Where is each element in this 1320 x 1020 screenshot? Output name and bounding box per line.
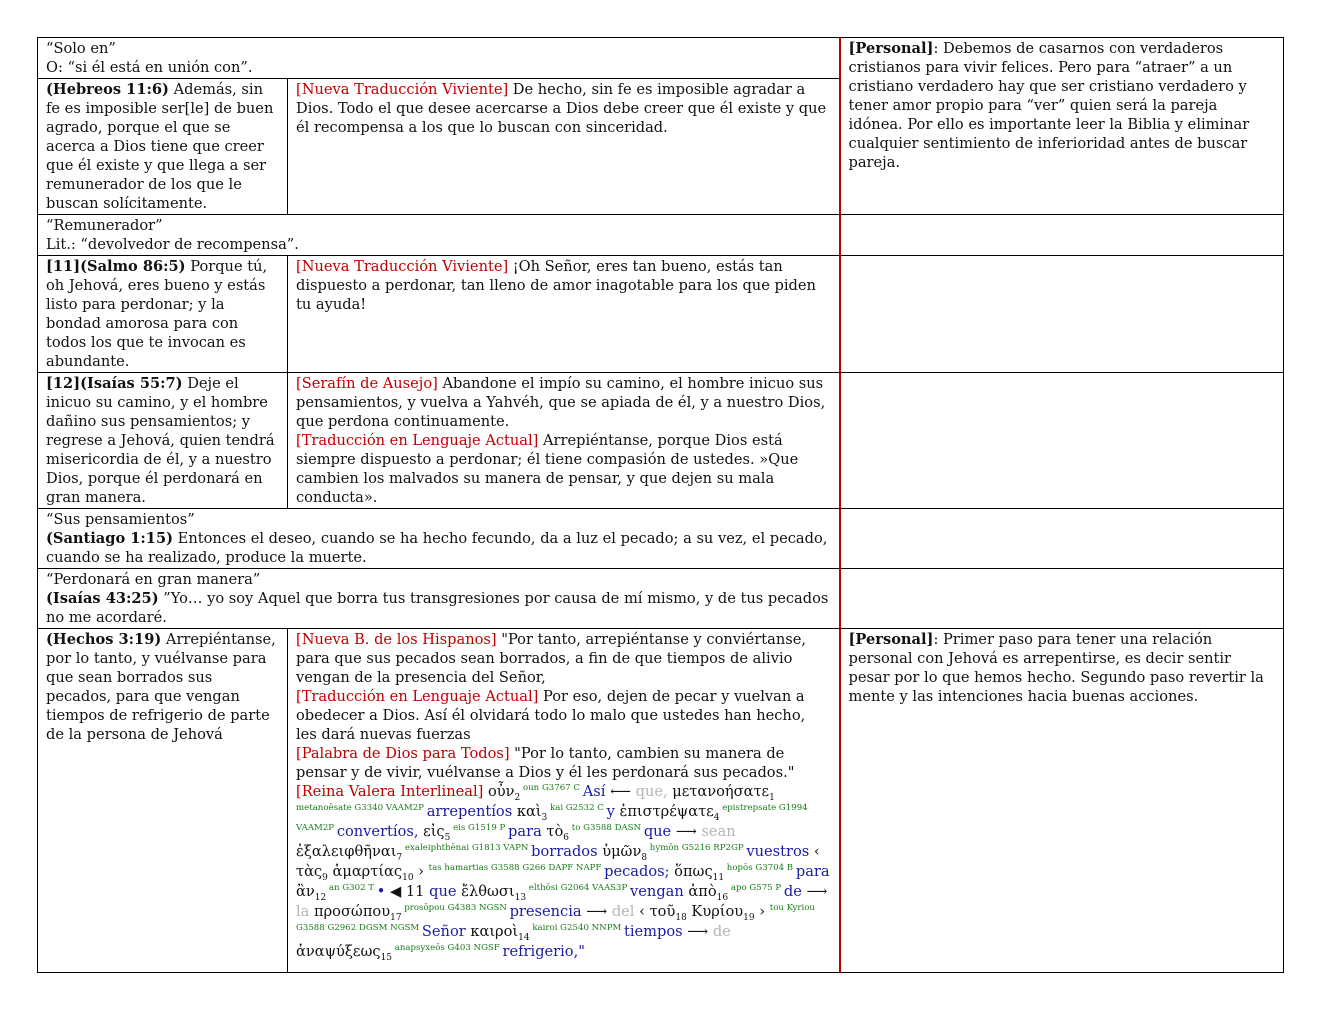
spanish-word: borrados <box>531 843 603 860</box>
note-title: “Perdonará en gran manera” <box>46 571 261 588</box>
table-row <box>38 38 1284 79</box>
personal-text: : Debemos de casarnos con verdaderos cristianos para vivir felices. Pero para “atraer” a un cristiano verdadero hay que ser cristiano verdadero y tener amor propio para “ver” quien será la pareja idónea. Por ello es importante leer la Biblia y eliminar cualquier sentimiento de inferioridad antes de buscar pareja. <box>848 40 1250 171</box>
implied-word: sean <box>701 823 736 840</box>
personal-text: : Primer paso para tener una relación personal con Jehová es arrepentirse, es decir sentir pesar por lo que hemos hecho. Segundo paso revertir la mente y las intenciones hacia buenas acciones. <box>848 631 1264 705</box>
strong-code: kai G2532 C <box>547 803 607 814</box>
note-cell <box>38 569 840 629</box>
greek-word: ⟵ <box>610 783 636 800</box>
greek-word: εἰς <box>423 823 445 840</box>
spanish-word: Señor <box>421 923 471 940</box>
verse-text: Entonces el deseo, cuando se ha hecho fecundo, da a luz el pecado; a su vez, el pecado, cuando se ha realizado, produce la muerte. <box>46 530 828 566</box>
personal-cell <box>840 215 1284 256</box>
word-index: 7 <box>396 852 403 863</box>
note-cell <box>38 509 840 569</box>
personal-cell <box>840 38 1284 215</box>
note-text: Lit.: “devolvedor de recompensa”. <box>46 236 299 253</box>
spanish-word: tiempos <box>624 923 688 940</box>
spanish-word: arrepentíos <box>426 803 517 820</box>
spanish-word: para <box>795 863 830 880</box>
greek-word: ἔλθωσι <box>461 883 515 900</box>
strong-code: epistrepsate G1994 VAAM2P <box>296 803 808 834</box>
translation-label: [Nueva B. de los Hispanos] <box>296 631 497 648</box>
note-title: “Remunerador” <box>46 217 163 234</box>
word-index: 3 <box>541 812 548 823</box>
word-index: 13 <box>514 892 527 903</box>
greek-word: οὖν <box>487 783 515 800</box>
spanish-word: • <box>376 883 391 900</box>
strong-code: an G302 T <box>326 883 377 894</box>
table-row <box>38 373 1284 509</box>
verse-reference: [11](Salmo 86:5) <box>46 258 186 275</box>
verse-cell <box>38 629 288 973</box>
greek-word: ἐξαλειφθῆναι <box>296 843 397 860</box>
greek-word: › <box>413 863 429 880</box>
spanish-word: y <box>606 803 620 820</box>
word-index: 8 <box>641 852 648 863</box>
word-index: 18 <box>675 912 687 923</box>
greek-word: καιροὶ <box>470 923 519 940</box>
table-row <box>38 256 1284 373</box>
translation-label: [Traducción en Lenguaje Actual] <box>296 432 539 449</box>
translation-cell <box>288 373 840 509</box>
personal-cell <box>840 509 1284 569</box>
personal-cell <box>840 373 1284 509</box>
greek-word: προσώπου <box>314 903 391 920</box>
greek-word: ἀπὸ <box>688 883 717 900</box>
strong-code: hopōs G3704 B <box>724 863 796 874</box>
translation-text: Abandone el impío su camino, el hombre inicuo sus pensamientos, y vuelva a Yahvéh, que se apiada de él, y a nuestro Dios, que perdona continuamente. <box>296 375 826 430</box>
strong-code: metanoēsate G3340 VAAM2P <box>296 803 427 814</box>
word-index: 19 <box>743 912 755 923</box>
verse-text: Deje el inicuo su camino, y el hombre dañino sus pensamientos; y regrese a Jehová, quien tendrá misericordia de él, y a nuestro Dios, porque él perdonará en gran manera. <box>46 375 275 506</box>
note-cell <box>38 215 840 256</box>
translation-label: [Nueva Traducción Viviente] <box>296 81 509 98</box>
strong-code: exaleiphthēnai G1813 VAPN <box>402 843 532 854</box>
greek-word: ‹ τοῦ <box>639 903 676 920</box>
word-index: 2 <box>514 792 521 803</box>
personal-cell <box>840 569 1284 629</box>
strong-code: tou Kyriou G3588 G2962 DGSM NGSM <box>296 903 815 934</box>
table-row <box>38 215 1284 256</box>
verse-text: Arrepiéntanse, por lo tanto, y vuélvanse para que sean borrados sus pecados, para que vengan tiempos de refrigerio de parte de la persona de Jehová <box>46 631 276 743</box>
verse-reference: (Hebreos 11:6) <box>46 81 169 98</box>
note-title: “Sus pensamientos” <box>46 511 195 528</box>
translation-text: ¡Oh Señor, eres tan bueno, estás tan dispuesto a perdonar, tan lleno de amor inagotable para los que piden tu ayuda! <box>296 258 816 313</box>
word-index: 15 <box>380 952 393 963</box>
word-index: 4 <box>713 812 720 823</box>
greek-word: ‹ τὰς <box>296 843 820 880</box>
greek-word: ⟶ <box>687 923 713 940</box>
personal-label: [Personal] <box>848 40 934 57</box>
strong-code: hymōn G5216 RP2GP <box>647 843 747 854</box>
spanish-word: convertíos, <box>336 823 424 840</box>
strong-code: tas hamartias G3588 G266 DAPF NAPF <box>428 863 605 874</box>
verse-reference: (Isaías 43:25) <box>46 590 159 607</box>
translation-label: [Palabra de Dios para Todos] <box>296 745 510 762</box>
verse-reference: (Hechos 3:19) <box>46 631 162 648</box>
spanish-word: para <box>508 823 547 840</box>
greek-word: › <box>754 903 770 920</box>
translation-label: [Reina Valera Interlineal] <box>296 783 484 800</box>
word-index: 14 <box>518 932 530 943</box>
translation-text: Arrepiéntanse, porque Dios está siempre dispuesto a perdonar; él tiene compasión de ustedes. »Que cambien los malvados su manera de pensar, y que dejen su mala conducta». <box>296 432 799 506</box>
verse-text: Además, sin fe es imposible ser[le] de buen agrado, porque el que se acerca a Dios tiene que creer que él existe y que llega a ser remunerador de los que le buscan solícitamente. <box>46 81 274 212</box>
spanish-word: de <box>783 883 807 900</box>
strong-code: to G3588 DASN <box>569 823 644 834</box>
personal-label: [Personal] <box>848 631 934 648</box>
greek-word: Κυρίου <box>686 903 744 920</box>
greek-word: ἁμαρτίας <box>327 863 403 880</box>
spanish-word: refrigerio," <box>502 943 585 960</box>
translation-label: [Traducción en Lenguaje Actual] <box>296 688 539 705</box>
translation-cell <box>288 256 840 373</box>
spanish-word: que <box>643 823 676 840</box>
greek-word: ⟶ <box>806 883 828 900</box>
spanish-word: que <box>429 883 462 900</box>
translation-cell <box>288 79 840 215</box>
translation-text: "Por lo tanto, cambien su manera de pensar y de vivir, vuélvanse a Dios y él les perdonará sus pecados." <box>296 745 795 781</box>
table-row <box>38 509 1284 569</box>
verse-cell <box>38 256 288 373</box>
implied-word: que, <box>635 783 673 800</box>
word-index: 10 <box>402 872 414 883</box>
word-index: 1 <box>769 792 775 803</box>
table-row <box>38 569 1284 629</box>
word-index: 12 <box>314 892 327 903</box>
word-index: 11 <box>712 872 725 883</box>
study-table <box>37 37 1284 973</box>
personal-cell <box>840 256 1284 373</box>
translation-label: [Nueva Traducción Viviente] <box>296 258 509 275</box>
word-index: 5 <box>444 832 451 843</box>
study-table-page <box>37 37 1283 973</box>
spanish-word: pecados; <box>604 863 675 880</box>
verse-reference: [12](Isaías 55:7) <box>46 375 183 392</box>
spanish-word: vengan <box>630 883 689 900</box>
translation-cell <box>288 629 840 973</box>
table-row <box>38 629 1284 973</box>
implied-word: de <box>712 923 731 940</box>
greek-word: ◀ 11 <box>390 883 430 900</box>
greek-word: ⟶ <box>675 823 702 840</box>
word-index: 17 <box>390 912 402 923</box>
spanish-word: vuestros <box>746 843 814 860</box>
strong-code: kairoi G2540 NNPM <box>529 923 625 934</box>
spanish-word: Así <box>582 783 611 800</box>
personal-cell <box>840 629 1284 973</box>
greek-word: τὸ <box>546 823 564 840</box>
translation-text: "Por tanto, arrepiéntanse y conviértanse, para que sus pecados sean borrados, a fin de que tiempos de alivio vengan de la presencia del Señor, <box>296 631 807 686</box>
note-title: “Solo en” <box>46 40 116 57</box>
strong-code: eis G1519 P <box>450 823 509 834</box>
translation-text: De hecho, sin fe es imposible agradar a Dios. Todo el que desee acercarse a Dios debe creer que él existe y que él recompensa a los que lo buscan con sinceridad. <box>296 81 827 136</box>
note-cell <box>38 38 840 79</box>
verse-cell <box>38 373 288 509</box>
greek-word: ὅπως <box>674 863 713 880</box>
greek-word: καὶ <box>516 803 542 820</box>
greek-word: ὑμῶν <box>602 843 642 860</box>
strong-code: elthōsi G2064 VAAS3P <box>526 883 631 894</box>
note-text: O: “si él está en unión con”. <box>46 59 253 76</box>
implied-word: la <box>296 903 315 920</box>
greek-word: ἂν <box>296 883 315 900</box>
word-index: 9 <box>322 872 328 883</box>
verse-cell <box>38 79 288 215</box>
spanish-word: presencia <box>509 903 587 920</box>
strong-code: anapsyxeōs G403 NGSF <box>392 943 503 954</box>
strong-code: apo G575 P <box>728 883 784 894</box>
verse-reference: (Santiago 1:15) <box>46 530 174 547</box>
greek-word: ⟶ <box>586 903 612 920</box>
implied-word: del <box>611 903 640 920</box>
interlinear-text <box>296 782 831 962</box>
strong-code: oun G3767 C <box>520 783 583 794</box>
strong-code: prosōpou G4383 NGSN <box>401 903 510 914</box>
greek-word: μετανοήσατε <box>672 783 770 800</box>
verse-text: Porque tú, oh Jehová, eres bueno y estás listo para perdonar; y la bondad amorosa para con todos los que te invocan es abundante. <box>46 258 268 370</box>
word-index: 16 <box>716 892 729 903</box>
greek-word: ἀναψύξεως <box>296 943 381 960</box>
translation-text: Por eso, dejen de pecar y vuelvan a obedecer a Dios. Así él olvidará todo lo malo que ustedes han hecho, les dará nuevas fuerzas <box>296 688 806 743</box>
translation-label: [Serafín de Ausejo] <box>296 375 438 392</box>
verse-text: ”Yo… yo soy Aquel que borra tus transgresiones por causa de mí mismo, y de tus pecados no me acordaré. <box>46 590 829 626</box>
greek-word: ἐπιστρέψατε <box>619 803 714 820</box>
word-index: 6 <box>563 832 570 843</box>
